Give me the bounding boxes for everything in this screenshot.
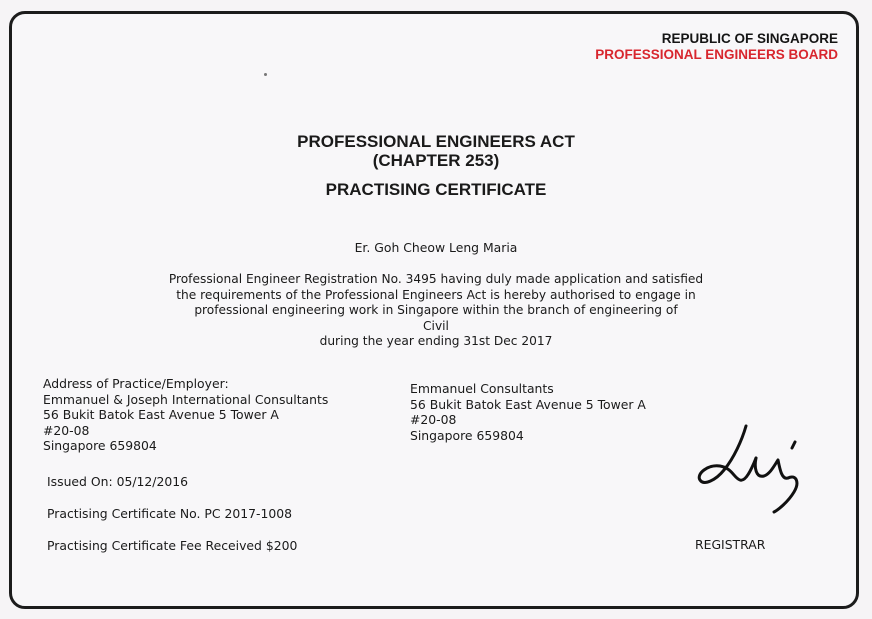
statement-line: the requirements of the Professional Engineers Act is hereby authorised to engage in bbox=[176, 287, 696, 302]
address-line: Emmanuel & Joseph International Consultants bbox=[43, 391, 329, 407]
fee-received: Practising Certificate Fee Received $200 bbox=[47, 538, 298, 553]
employer-address bbox=[410, 381, 646, 443]
issued-on: Issued On: 05/12/2016 bbox=[47, 474, 188, 489]
board-name: PROFESSIONAL ENGINEERS BOARD bbox=[595, 47, 838, 62]
paper-speck bbox=[264, 73, 267, 76]
certificate-number: Practising Certificate No. PC 2017-1008 bbox=[47, 506, 293, 521]
issuer-header bbox=[595, 31, 838, 63]
act-title: PROFESSIONAL ENGINEERS ACT bbox=[297, 132, 575, 151]
address-line: Emmanuel Consultants bbox=[410, 381, 554, 396]
address-line: 56 Bukit Batok East Avenue 5 Tower A bbox=[43, 407, 279, 422]
address-of-practice bbox=[43, 376, 328, 454]
engineering-branch: Civil bbox=[423, 318, 449, 333]
statement-line: Professional Engineer Registration No. 3495 having duly made application and satisfied bbox=[168, 272, 704, 286]
registrar-label: REGISTRAR bbox=[695, 537, 766, 552]
address-line: #20-08 bbox=[43, 422, 90, 438]
address-line: 56 Bukit Batok East Avenue 5 Tower A bbox=[410, 396, 646, 412]
address-line: #20-08 bbox=[410, 412, 457, 427]
address-label: Address of Practice/Employer: bbox=[43, 376, 229, 391]
country-name: REPUBLIC OF SINGAPORE bbox=[661, 31, 838, 46]
statement-line: during the year ending 31st Dec 2017 bbox=[319, 334, 553, 348]
address-line: Singapore 659804 bbox=[410, 427, 524, 443]
holder-name: Er. Goh Cheow Leng Maria bbox=[354, 240, 518, 255]
statement-line: professional engineering work in Singapore within the branch of engineering of bbox=[194, 303, 678, 317]
chapter-title: (CHAPTER 253) bbox=[372, 151, 500, 170]
certificate-title: PRACTISING CERTIFICATE bbox=[325, 180, 547, 199]
registrar-signature-icon bbox=[694, 420, 814, 515]
address-line: Singapore 659804 bbox=[43, 438, 157, 453]
statement bbox=[0, 272, 872, 350]
title-block bbox=[0, 132, 872, 199]
